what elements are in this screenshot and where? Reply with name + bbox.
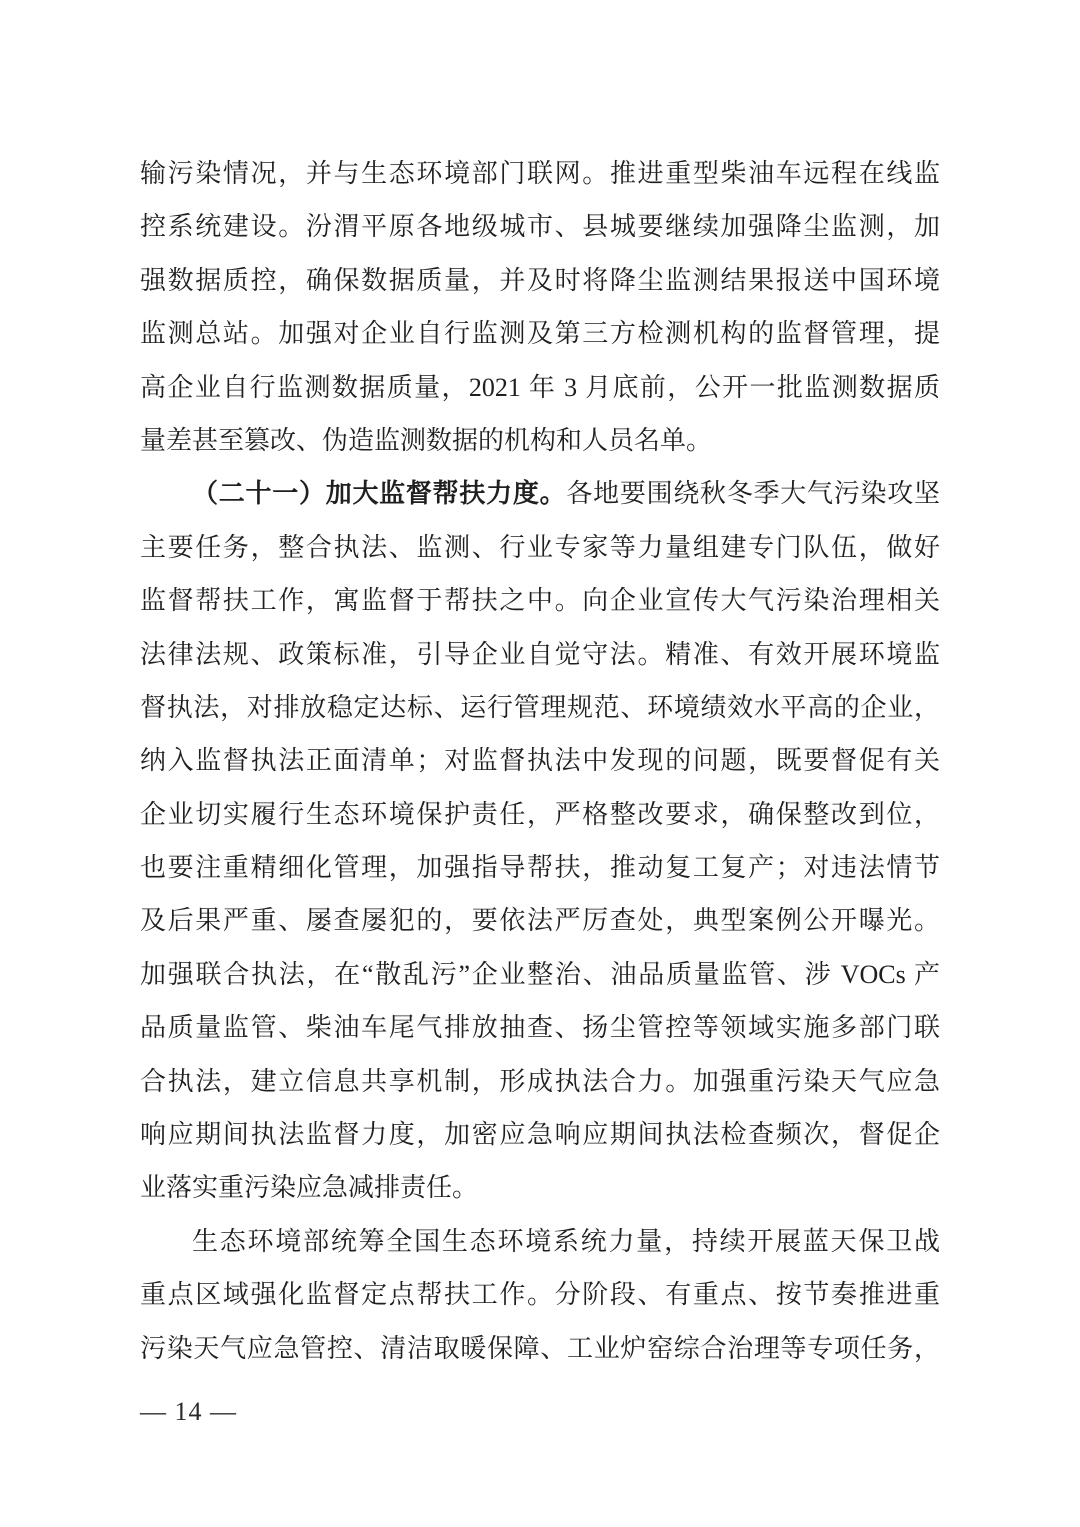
section-heading: （二十一）加大监督帮扶力度。 xyxy=(192,479,567,509)
text-line xyxy=(140,361,940,414)
body-text: 主要任务，整合执法、监测、行业专家等力量组建专门队伍，做好 xyxy=(140,532,940,562)
text-line xyxy=(140,307,940,360)
body-text: 品质量监管、柴油车尾气排放抽查、扬尘管控等领域实施多部门联 xyxy=(140,1013,940,1043)
text-line xyxy=(140,841,940,894)
text-line xyxy=(140,788,940,841)
body-text: 企业切实履行生态环境保护责任，严格整改要求，确保整改到位， xyxy=(140,799,940,829)
body-text: 加强联合执法，在“散乱污”企业整治、油品质量监管、涉 VOCs 产 xyxy=(140,959,940,989)
text-line xyxy=(140,1001,940,1054)
text-line xyxy=(140,1268,940,1321)
text-line xyxy=(140,254,940,307)
text-line xyxy=(140,894,940,947)
body-text: 合执法，建立信息共享机制，形成执法合力。加强重污染天气应急 xyxy=(140,1066,940,1096)
text-line xyxy=(140,1322,940,1375)
body-text: 强数据质控，确保数据质量，并及时将降尘监测结果报送中国环境 xyxy=(140,265,940,295)
para-monitoring xyxy=(140,147,940,467)
body-text: 量差甚至篡改、伪造监测数据的机构和人员名单。 xyxy=(140,425,713,455)
text-line xyxy=(140,147,940,200)
text-line xyxy=(140,521,940,574)
page-number: — 14 — xyxy=(140,1397,237,1426)
body-text: 输污染情况，并与生态环境部门联网。推进重型柴油车远程在线监 xyxy=(140,159,940,188)
body-text: 高企业自行监测数据质量，2021 年 3 月底前，公开一批监测数据质 xyxy=(140,372,940,402)
document-body xyxy=(140,147,940,1375)
text-line xyxy=(140,414,940,467)
body-text: 业落实重污染应急减排责任。 xyxy=(140,1173,479,1203)
body-text: 也要注重精细化管理，加强指导帮扶，推动复工复产；对违法情节 xyxy=(140,853,940,883)
text-line xyxy=(140,1055,940,1108)
body-text: 监测总站。加强对企业自行监测及第三方检测机构的监督管理，提 xyxy=(140,319,940,349)
text-line xyxy=(140,574,940,627)
text-line xyxy=(140,1161,940,1214)
body-text: 纳入监督执法正面清单；对监督执法中发现的问题，既要督促有关 xyxy=(140,746,940,776)
body-text: 督执法，对排放稳定达标、运行管理规范、环境绩效水平高的企业， xyxy=(140,692,940,722)
text-line xyxy=(140,200,940,253)
text-line xyxy=(140,467,940,520)
body-text: 各地要围绕秋冬季大气污染攻坚 xyxy=(566,479,940,509)
text-line xyxy=(140,628,940,681)
para-mee-coordination xyxy=(140,1215,940,1375)
body-text: 控系统建设。汾渭平原各地级城市、县城要继续加强降尘监测，加 xyxy=(140,212,940,242)
body-text: 响应期间执法监督力度，加密应急响应期间执法检查频次，督促企 xyxy=(140,1120,940,1150)
text-line xyxy=(140,1108,940,1161)
text-line xyxy=(140,734,940,787)
text-line xyxy=(140,681,940,734)
body-text: 法律法规、政策标准，引导企业自觉守法。精准、有效开展环境监 xyxy=(140,639,940,669)
body-text: 生态环境部统筹全国生态环境系统力量，持续开展蓝天保卫战 xyxy=(192,1226,940,1256)
body-text: 污染天气应急管控、清洁取暖保障、工业炉窑综合治理等专项任务， xyxy=(140,1333,940,1363)
body-text: 重点区域强化监督定点帮扶工作。分阶段、有重点、按节奏推进重 xyxy=(140,1280,940,1310)
text-line xyxy=(140,1215,940,1268)
body-text: 及后果严重、屡查屡犯的，要依法严厉查处，典型案例公开曝光。 xyxy=(140,906,940,936)
text-line xyxy=(140,948,940,1001)
para-section-21 xyxy=(140,467,940,1214)
body-text: 监督帮扶工作，寓监督于帮扶之中。向企业宣传大气污染治理相关 xyxy=(140,586,940,616)
